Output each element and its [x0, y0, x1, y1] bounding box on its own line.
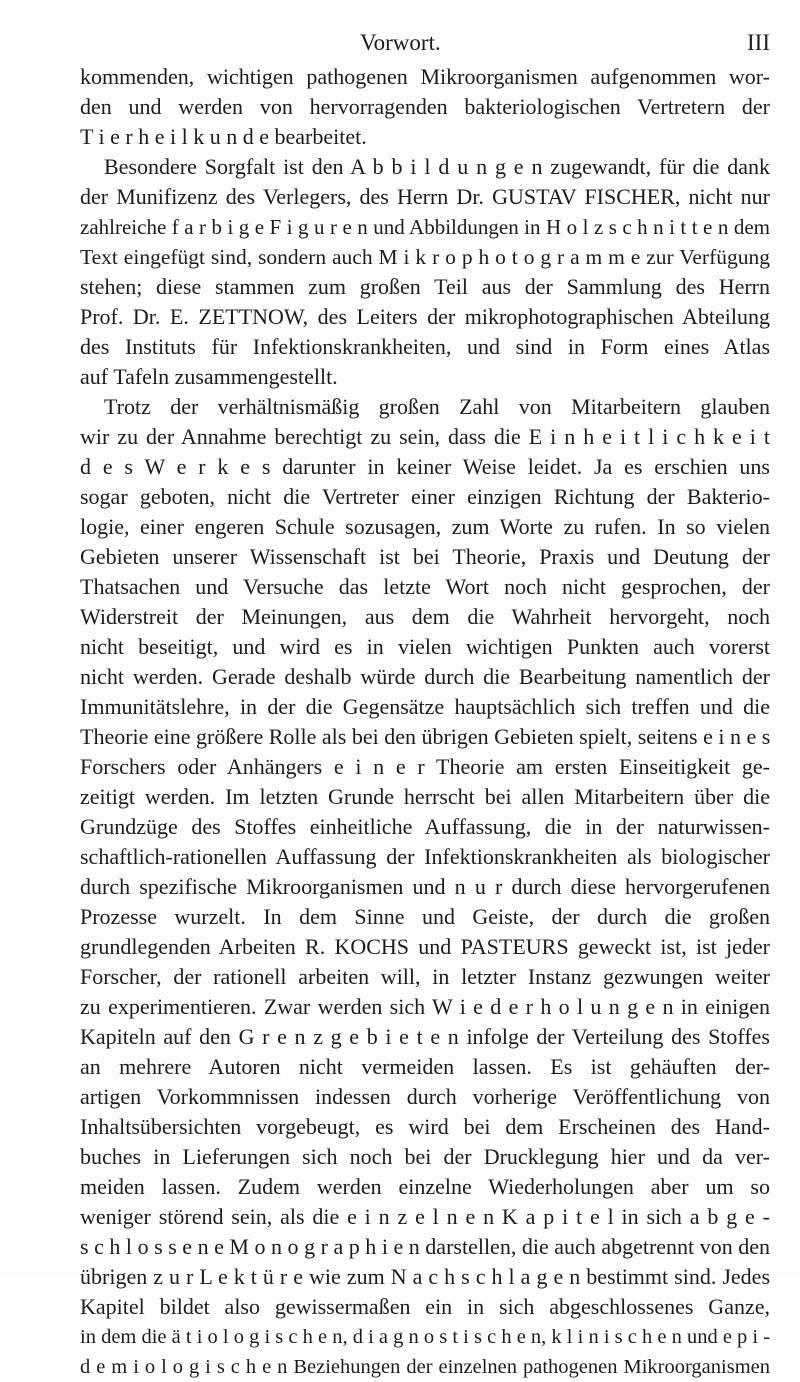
text-line: übrigen z u r L e k t ü r e wie zum N a c h s c h l a g e n bestimmt sind. Jedes: [80, 1264, 770, 1289]
text-line: des Instituts für Infektionskrankheiten, und sind in Form eines Atlas: [80, 334, 770, 359]
text-line: Grundzüge des Stoffes einheitliche Auffassung, die in der naturwissen-: [80, 814, 770, 839]
text-line: Prof. Dr. E. ZETTNOW, des Leiters der mikrophotographischen Abteilung: [80, 304, 770, 329]
text-line: logie, einer engeren Schule sozusagen, zum Worte zu rufen. In so vielen: [80, 514, 770, 539]
text-line: Besondere Sorgfalt ist den A b b i l d u n g e n zugewandt, für die dank: [104, 154, 770, 179]
text-line: durch spezifische Mikroorganismen und n u r durch diese hervorgerufenen: [80, 874, 770, 899]
page-number: III: [747, 30, 770, 55]
text-line: nicht werden. Gerade deshalb würde durch die Bearbeitung namentlich der: [80, 664, 770, 689]
text-line: d e m i o l o g i s c h e n Beziehungen der einzelnen pathogenen Mikroorganismen: [80, 1356, 770, 1378]
text-line: in dem die ä t i o l o g i s c h e n, d i a g n o s t i s c h e n, k l i n i s c h e n und e p i -: [80, 1326, 770, 1348]
text-line: kommenden, wichtigen pathogenen Mikroorganismen aufgenommen wor-: [80, 64, 770, 89]
text-line: an mehrere Autoren nicht vermeiden lassen. Es ist gehäuften der-: [80, 1054, 770, 1079]
text-line: meiden lassen. Zudem werden einzelne Wiederholungen aber um so: [80, 1174, 770, 1199]
text-line: Prozesse wurzelt. In dem Sinne und Geiste, der durch die großen: [80, 904, 770, 929]
text-line: Widerstreit der Meinungen, aus dem die Wahrheit hervorgeht, noch: [80, 604, 770, 629]
text-line: Forschers oder Anhängers e i n e r Theorie am ersten Einseitigkeit ge-: [80, 754, 770, 779]
text-line: Inhaltsübersichten vorgebeugt, es wird bei dem Erscheinen des Hand-: [80, 1114, 770, 1139]
text-line: sogar geboten, nicht die Vertreter einer einzigen Richtung der Bakterio-: [80, 484, 770, 509]
text-line: Thatsachen und Versuche das letzte Wort noch nicht gesprochen, der: [80, 574, 770, 599]
text-line: nicht beseitigt, und wird es in vielen wichtigen Punkten auch vorerst: [80, 634, 770, 659]
body-text: [80, 62, 770, 1382]
text-line: Kapitel bildet also gewissermaßen ein in sich abgeschlossenes Ganze,: [80, 1294, 770, 1319]
text-line: artigen Vorkommnissen indessen durch vorherige Veröffentlichung von: [80, 1084, 770, 1109]
text-line: den und werden von hervorragenden bakteriologischen Vertretern der: [80, 94, 770, 119]
text-line: Gebieten unserer Wissenschaft ist bei Theorie, Praxis und Deutung der: [80, 544, 770, 569]
text-line: zahlreiche f a r b i g e F i g u r e n und Abbildungen in H o l z s c h n i t t e n dem: [80, 215, 770, 239]
text-line: Theorie eine größere Rolle als bei den übrigen Gebieten spielt, seitens e i n e s: [80, 724, 770, 749]
text-line: Trotz der verhältnismäßig großen Zahl von Mitarbeitern glauben: [104, 394, 770, 419]
text-line: T i e r h e i l k u n d e bearbeitet.: [80, 124, 367, 149]
text-line: stehen; diese stammen zum großen Teil aus der Sammlung des Herrn: [80, 274, 770, 299]
text-line: auf Tafeln zusammengestellt.: [80, 364, 338, 389]
text-line: schaftlich-rationellen Auffassung der Infektionskrankheiten als biologischer: [80, 844, 770, 869]
text-line: grundlegenden Arbeiten R. KOCHS und PASTEURS geweckt ist, ist jeder: [80, 934, 770, 959]
text-line: Forscher, der rationell arbeiten will, in letzter Instanz gezwungen weiter: [80, 964, 770, 989]
text-line: zeitigt werden. Im letzten Grunde herrscht bei allen Mitarbeitern über die: [80, 784, 770, 809]
running-header: [80, 30, 770, 58]
running-title: Vorwort.: [360, 30, 441, 55]
text-line: der Munifizenz des Verlegers, des Herrn Dr. GUSTAV FISCHER, nicht nur: [80, 184, 770, 209]
text-line: Immunitätslehre, in der die Gegensätze hauptsächlich sich treffen und die: [80, 694, 770, 719]
text-line: weniger störend sein, als die e i n z e l n e n K a p i t e l in sich a b g e -: [80, 1204, 770, 1229]
text-line: s c h l o s s e n e M o n o g r a p h i e n darstellen, die auch abgetrennt von den: [80, 1234, 770, 1259]
text-line: Kapiteln auf den G r e n z g e b i e t e n infolge der Verteilung des Stoffes: [80, 1024, 770, 1049]
text-line: Text eingefügt sind, sondern auch M i k r o p h o t o g r a m m e zur Verfügung: [80, 245, 770, 269]
text-line: d e s W e r k e s darunter in keiner Weise leidet. Ja es erschien uns: [80, 454, 770, 479]
text-line: buches in Lieferungen sich noch bei der Drucklegung hier und da ver-: [80, 1144, 770, 1169]
text-line: zu experimentieren. Zwar werden sich W i e d e r h o l u n g e n in einigen: [80, 994, 770, 1019]
text-line: wir zu der Annahme berechtigt zu sein, dass die E i n h e i t l i c h k e i t: [80, 424, 770, 449]
